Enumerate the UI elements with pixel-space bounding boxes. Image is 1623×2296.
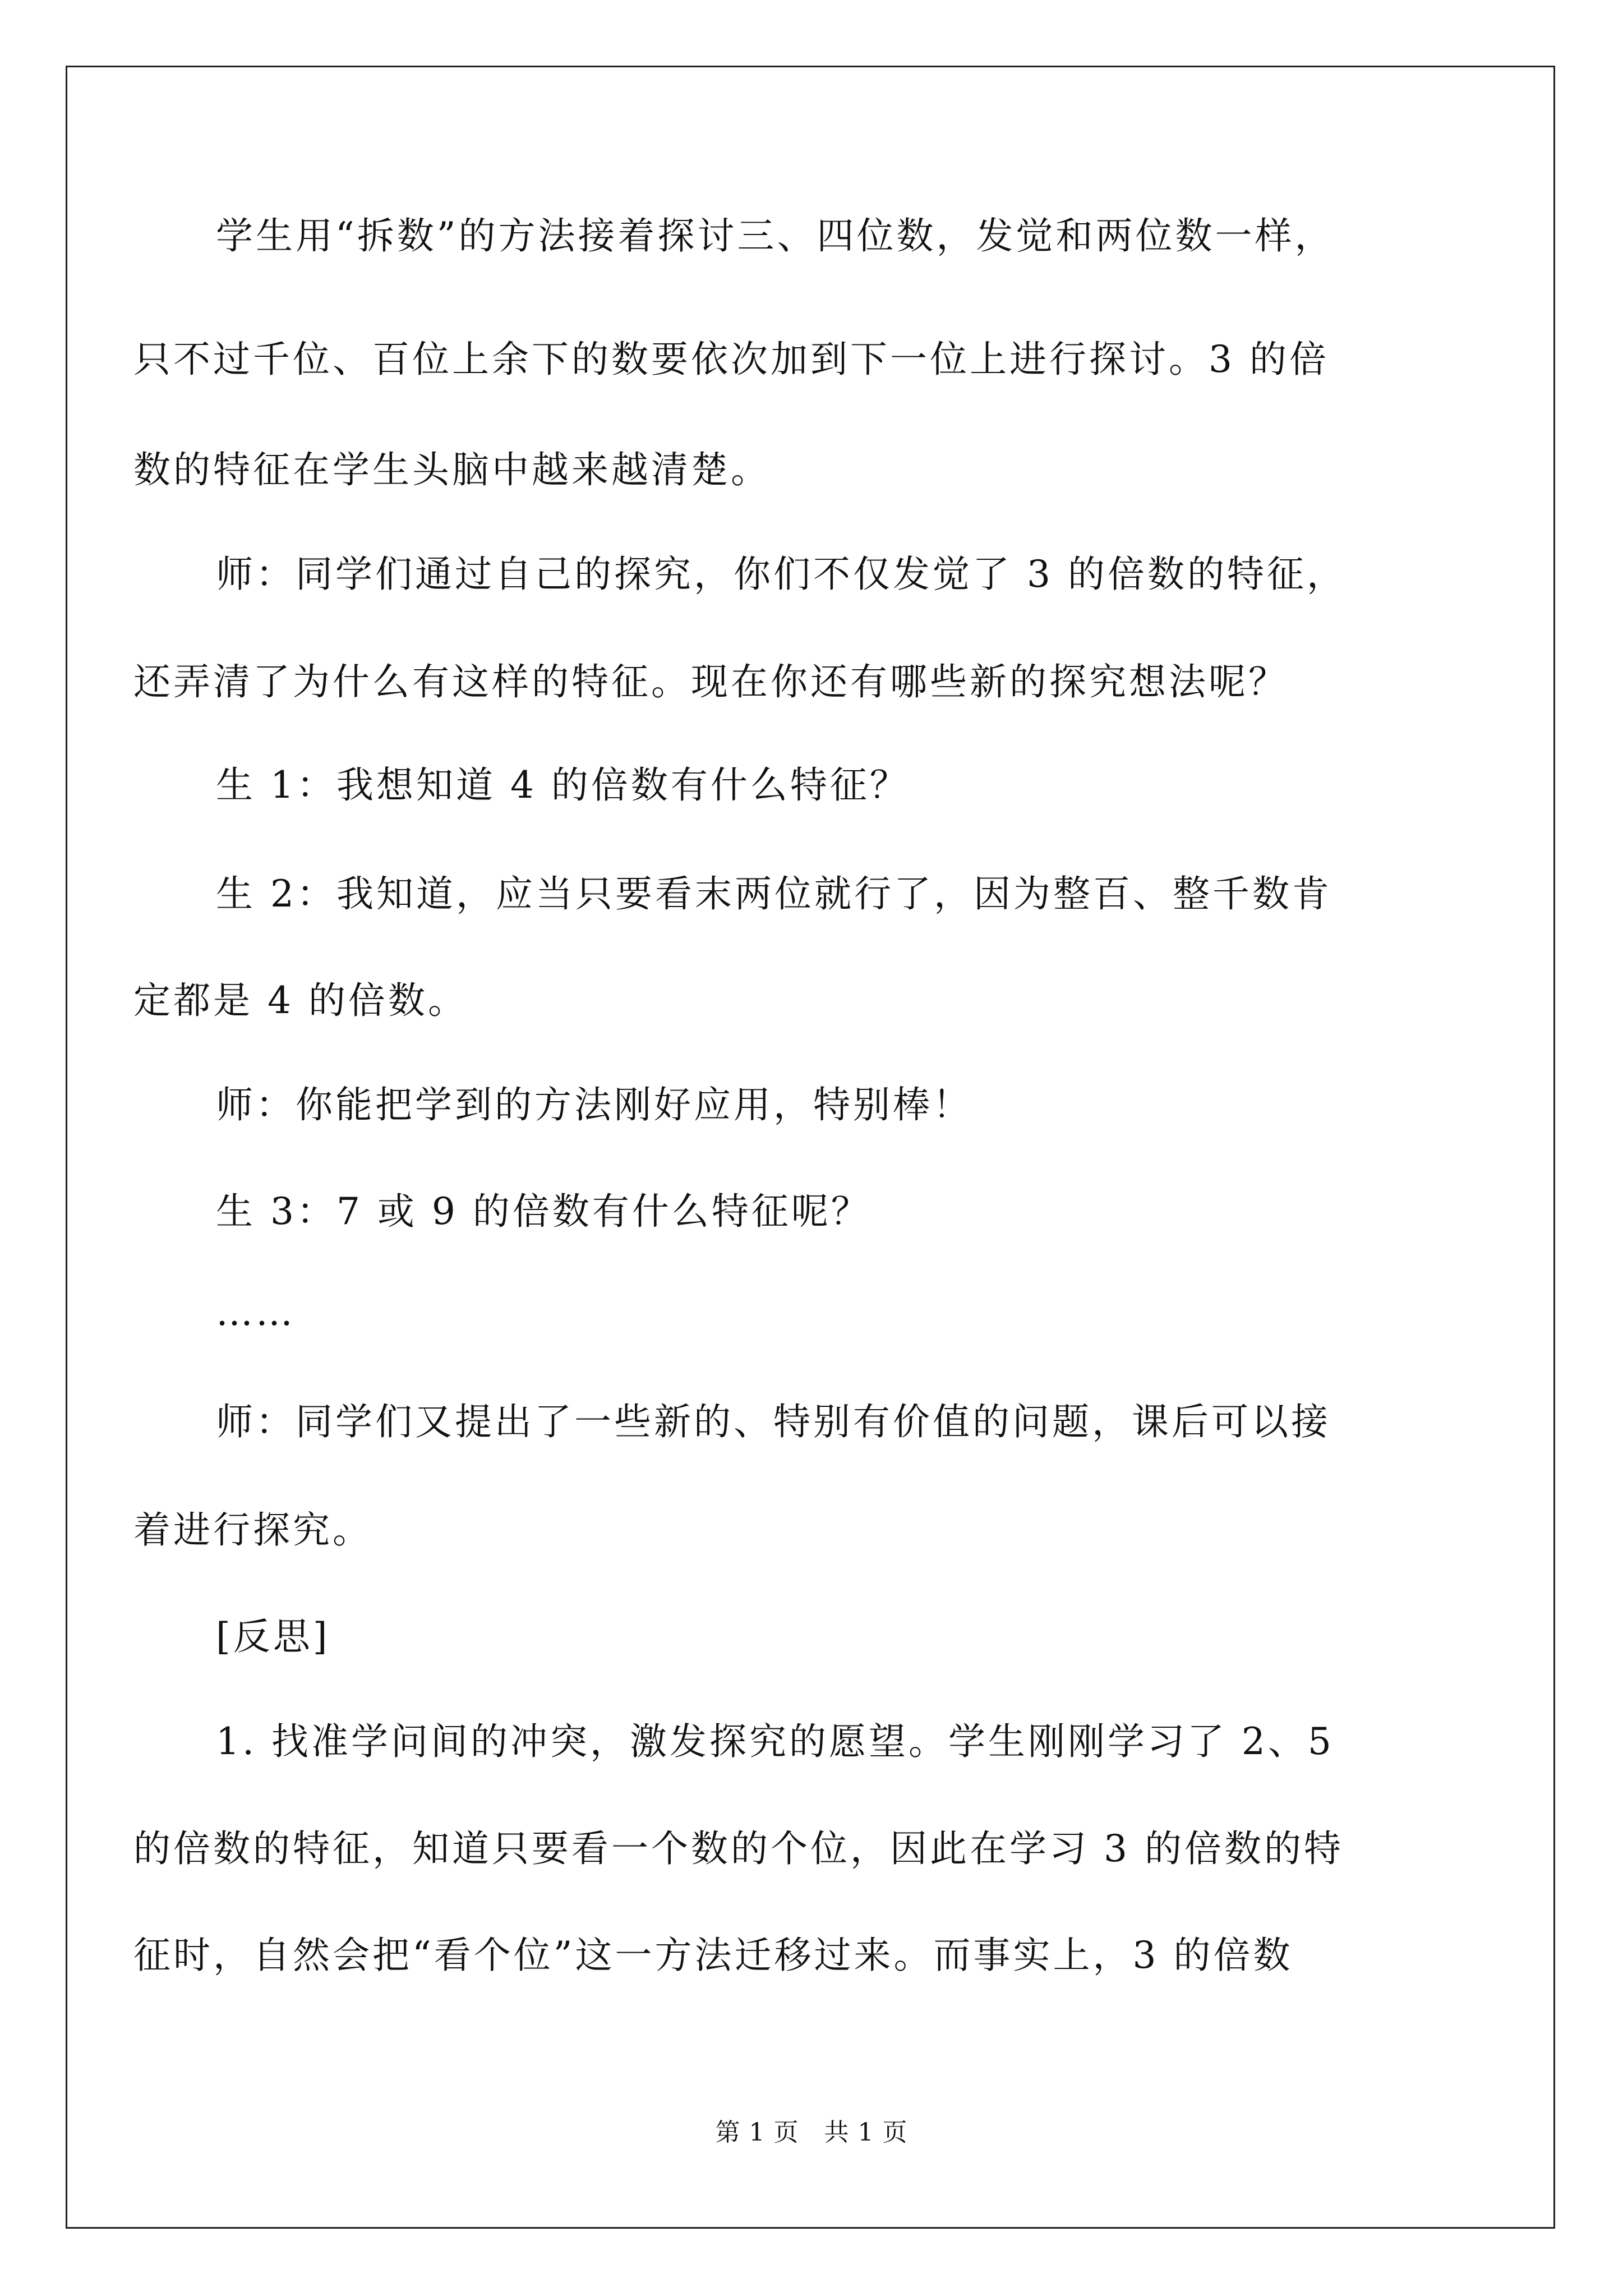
page-border — [66, 66, 1555, 2229]
text-line: 1. 找准学问间的冲突，激发探究的愿望。学生刚刚学习了 2、5 — [216, 1720, 1334, 1763]
page-footer: 第 1 页 共 1 页 — [715, 2118, 908, 2147]
section-heading: [反思] — [216, 1615, 330, 1658]
text-line: 生 2：我知道，应当只要看末两位就行了，因为整百、整千数肯 — [216, 872, 1332, 915]
text-line: 师：同学们又提出了一些新的、特别有价值的问题，课后可以接 — [216, 1400, 1331, 1443]
text-line: 还弄清了为什么有这样的特征。现在你还有哪些新的探究想法呢？ — [133, 660, 1288, 703]
text-line: 生 1：我想知道 4 的倍数有什么特征？ — [216, 763, 910, 807]
text-line: 着进行探究。 — [133, 1508, 372, 1552]
text-line: 生 3：7 或 9 的倍数有什么特征呢？ — [216, 1190, 871, 1233]
text-line: 定都是 4 的倍数。 — [133, 979, 468, 1022]
ellipsis: …… — [216, 1291, 296, 1334]
text-line: 数的特征在学生头脑中越来越清楚。 — [133, 448, 771, 491]
text-line: 只不过千位、百位上余下的数要依次加到下一位上进行探讨。3 的倍 — [133, 338, 1329, 381]
text-line: 的倍数的特征，知道只要看一个数的个位，因此在学习 3 的倍数的特 — [133, 1827, 1344, 1870]
text-line: 学生用“拆数”的方法接着探讨三、四位数，发觉和两位数一样， — [216, 214, 1335, 257]
text-line: 师：你能把学到的方法刚好应用，特别棒！ — [216, 1083, 972, 1126]
text-line: 师：同学们通过自己的探究，你们不仅发觉了 3 的倍数的特征， — [216, 553, 1347, 596]
text-line: 征时，自然会把“看个位”这一方法迁移过来。而事实上，3 的倍数 — [133, 1934, 1293, 1977]
